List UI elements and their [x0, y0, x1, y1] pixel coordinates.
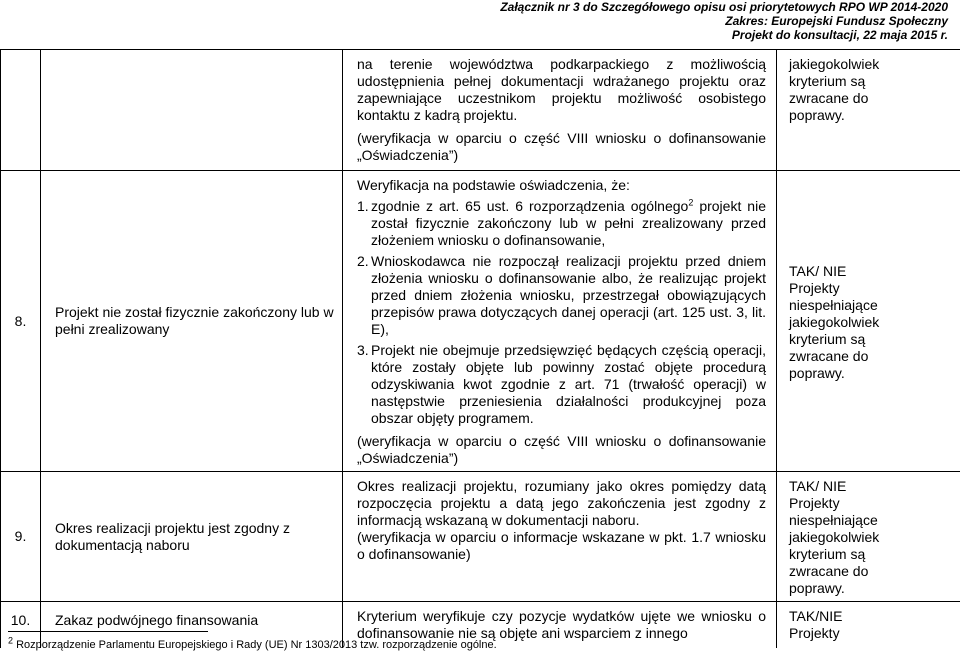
criterion-description-cell [343, 171, 777, 472]
assessment-text: niespełniające [789, 296, 878, 313]
header-scope-line: Zakres: Europejski Fundusz Społeczny [725, 14, 948, 28]
assessment-cell [777, 602, 960, 648]
header-consultation-line: Projekt do konsultacji, 22 maja 2015 r. [731, 28, 948, 42]
assessment-text: zwracane do [789, 90, 869, 106]
footnote-separator [8, 631, 208, 632]
assessment-cell [777, 50, 960, 171]
criterion-description-cell [343, 50, 777, 171]
assessment-text: Projekty [789, 495, 840, 511]
description-intro: Weryfikacja na podstawie oświadczenia, że: [357, 177, 630, 193]
assessment-cell [777, 171, 960, 472]
assessment-text: TAK/ NIE [789, 262, 847, 279]
criterion-description-cell [343, 472, 777, 602]
criterion-number-cell [1, 50, 41, 171]
table-row-9 [1, 472, 960, 602]
list-item-text: Wnioskodawca nie rozpoczął realizacji projektu przed dniem złożenia wniosku o dofinansowanie albo, że realizując projekt przed dniem złożenia wniosku, przestrzegał obowiązujących przepisów prawa dotyczących danej operacji (art. 125 ust. 3, lit. E), [371, 253, 766, 337]
assessment-text: niespełniające [789, 512, 878, 528]
list-item-number: 2. [357, 253, 369, 269]
criterion-name: Zakaz podwójnego finansowania [41, 602, 343, 648]
criterion-name-cell [41, 50, 343, 171]
list-item-text: Projekt nie obejmuje przedsięwzięć będących częścią operacji, które zostały objęte lub powinny zostać objęte procedurą odzyskiwania kwot zgodnie z art. 71 (trwałość operacji) w następstwie przeniesienia działalności produkcyjnej poza obszar objęty programem. [371, 342, 766, 426]
assessment-text: jakiegokolwiek [789, 529, 880, 545]
assessment-text: kryterium są [789, 73, 866, 89]
list-item-text: zgodnie z art. 65 ust. 6 rozporządzenia ogólnego$^2$ projekt nie został fizycznie zakończony lub w pełni zrealizowany przed złożeniem wniosku o dofinansowanie, [371, 197, 766, 248]
criterion-name: Okres realizacji projektu jest zgodny z dokumentacją naboru [41, 472, 343, 602]
description-text: na terenie województwa podkarpackiego z możliwością udostępnienia pełnej dokumentacji wdrażanego projektu oraz zapewniające uczestnikom projektu możliwość osobistego kontaktu z kadrą projektu. [357, 56, 766, 123]
assessment-text: zwracane do [789, 563, 869, 579]
criterion-name: Projekt nie został fizycznie zakończony lub w pełni zrealizowany [41, 171, 343, 472]
assessment-text: jakiegokolwiek [789, 56, 880, 72]
assessment-text: jakiegokolwiek [789, 313, 880, 330]
assessment-text: Projekty [789, 625, 840, 641]
verification-note: (weryfikacja w oparciu o informacje wskazane w pkt. 1.7 wniosku o dofinansowanie) [357, 529, 766, 562]
description-text: Kryterium weryfikuje czy pozycje wydatków ujęte we wniosku o dofinansowanie nie są objęte ani wsparciem z innego [357, 608, 766, 641]
assessment-text: poprawy. [789, 107, 845, 123]
list-item [357, 342, 766, 427]
list-item-number: 1. [357, 198, 369, 214]
table-row-7-continuation [1, 50, 960, 171]
list-item [357, 253, 766, 338]
description-text: Okres realizacji projektu, rozumiany jako okres pomiędzy datą rozpoczęcia projektu a datą jego zakończenia jest zgodny z informacją wskazaną w dokumentacji naboru. [357, 478, 766, 528]
verification-note: (weryfikacja w oparciu o część VIII wniosku o dofinansowanie „Oświadczenia”) [357, 433, 766, 466]
assessment-cell [777, 472, 960, 602]
footnote [8, 635, 497, 652]
assessment-text: poprawy. [789, 580, 845, 596]
assessment-text: zwracane do [789, 347, 869, 364]
criterion-number: 9. [1, 472, 41, 602]
footnote-text: Rozporządzenie Parlamentu Europejskiego i Rady (UE) Nr 1303/2013 tzw. rozporządzenie ogólne. [13, 639, 497, 651]
document-header [500, 0, 948, 42]
assessment-text: kryterium są [789, 546, 866, 562]
criterion-number: 8. [1, 171, 41, 472]
assessment-text: kryterium są [789, 330, 866, 347]
footnote-mark: 2 [8, 635, 14, 646]
assessment-text: TAK/ NIE [789, 478, 847, 494]
table-row-8 [1, 171, 960, 472]
criteria-table [0, 49, 960, 648]
assessment-text: Projekty [789, 279, 840, 296]
criterion-number: 10. [1, 602, 41, 648]
assessment-text: TAK/NIE [789, 608, 843, 624]
footnote-reference[interactable]: 2 [688, 197, 694, 208]
assessment-text: poprawy. [789, 364, 845, 381]
verification-note: (weryfikacja w oparciu o część VIII wniosku o dofinansowanie „Oświadczenia”) [357, 130, 766, 163]
list-item-number: 3. [357, 342, 369, 358]
list-item [357, 198, 766, 249]
header-attachment-line: Załącznik nr 3 do Szczegółowego opisu osi priorytetowych RPO WP 2014-2020 [500, 0, 948, 14]
